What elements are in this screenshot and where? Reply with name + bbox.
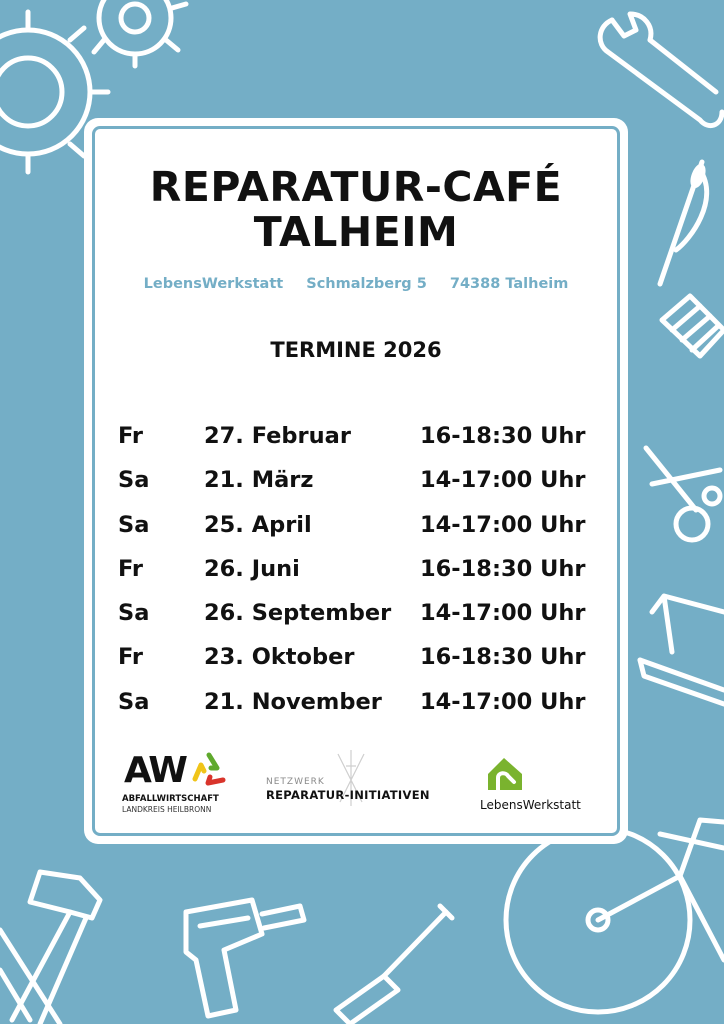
hand-house-icon	[484, 750, 528, 794]
schedule-day: Sa	[118, 511, 150, 538]
netzwerk-logo-line-1: NETZWERK	[266, 777, 325, 787]
schedule-day: Sa	[118, 600, 150, 627]
schedule-row	[116, 556, 596, 600]
wrench-icon	[600, 14, 722, 126]
netzwerk-logo	[262, 754, 452, 814]
schedule-time: 14-17:00 Uhr	[420, 600, 586, 627]
schedule-day: Fr	[118, 644, 144, 671]
schedule-row	[116, 512, 596, 556]
aw-logo-line-1: ABFALLWIRTSCHAFT	[122, 794, 219, 804]
recycle-icon	[190, 752, 228, 788]
aw-logo-letters: AW	[124, 750, 186, 791]
schedule-time: 14-17:00 Uhr	[420, 688, 586, 715]
lebenswerkstatt-logo	[470, 750, 590, 816]
schedule-date: 21. November	[204, 688, 382, 715]
address-venue: LebensWerkstatt	[143, 276, 284, 292]
info-card	[84, 118, 628, 844]
schedule-row	[116, 600, 596, 644]
schedule-row	[116, 689, 596, 733]
schedule-row	[116, 423, 596, 467]
address-city: 74388 Talheim	[449, 276, 569, 292]
page-title	[84, 165, 628, 255]
schedule-table	[116, 423, 596, 733]
schedule-time: 16-18:30 Uhr	[420, 555, 586, 582]
abfallwirtschaft-logo	[120, 750, 230, 816]
schedule-day: Sa	[118, 467, 150, 494]
schedule-date: 21. März	[204, 467, 314, 494]
title-line-2: TALHEIM	[253, 208, 459, 256]
schedule-day: Fr	[118, 555, 144, 582]
schedule-time: 14-17:00 Uhr	[420, 511, 586, 538]
schedule-time: 14-17:00 Uhr	[420, 467, 586, 494]
schedule-date: 26. Juni	[204, 555, 300, 582]
address-line	[84, 276, 628, 292]
schedule-date: 27. Februar	[204, 423, 351, 449]
sponsor-logos	[84, 750, 628, 820]
netzwerk-logo-line-2: REPARATUR-INITIATIVEN	[266, 788, 430, 802]
sewing-machine-icon	[640, 596, 724, 704]
schedule-date: 25. April	[204, 511, 312, 538]
schedule-heading: TERMINE 2026	[270, 338, 442, 362]
hammer-icon	[0, 872, 100, 1024]
schedule-date: 26. September	[204, 600, 392, 627]
gear-icon	[94, 0, 186, 66]
schedule-time: 16-18:30 Uhr	[420, 423, 586, 449]
schedule-time: 16-18:30 Uhr	[420, 644, 586, 671]
aw-logo-line-2: LANDKREIS HEILBRONN	[122, 805, 212, 814]
lebenswerkstatt-logo-text: LebensWerkstatt	[480, 798, 581, 812]
schedule-row	[116, 467, 596, 511]
schedule-day: Fr	[118, 423, 144, 449]
schedule-date: 23. Oktober	[204, 644, 355, 671]
bicycle-icon	[506, 820, 724, 1012]
needle-thread-icon	[660, 162, 707, 284]
screwdriver-icon	[336, 906, 452, 1024]
title-line-1: REPARATUR-CAFÉ	[149, 163, 563, 211]
schedule-day: Sa	[118, 688, 150, 715]
drill-icon	[186, 900, 304, 1016]
address-street: Schmalzberg 5	[306, 276, 427, 292]
thread-spool-icon	[662, 296, 724, 356]
scissors-icon	[646, 448, 720, 540]
schedule-row	[116, 644, 596, 688]
